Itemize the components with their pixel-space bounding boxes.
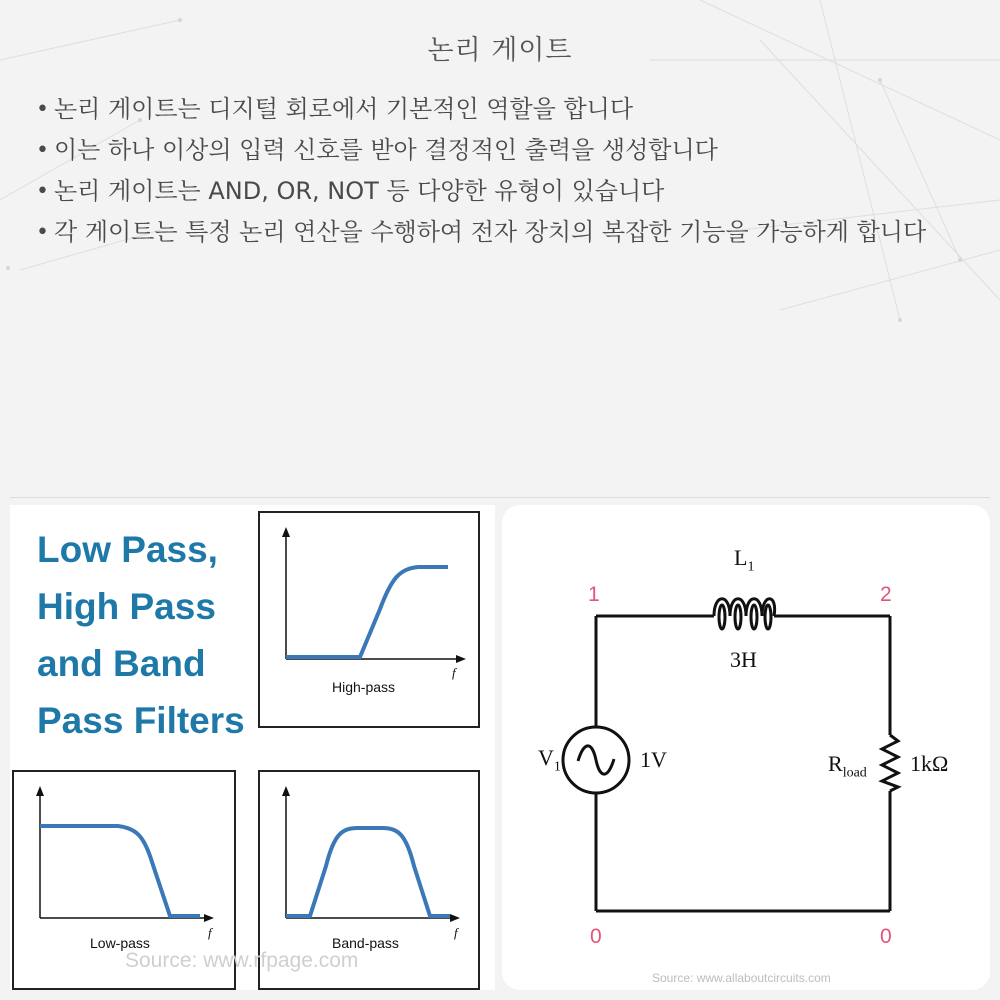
section-divider [10,497,990,498]
load-value: 1kΩ [910,751,949,776]
bullet-dot: • [36,97,49,122]
filters-image [10,505,495,990]
bullet-item [30,137,960,164]
resistor-symbol [882,735,898,791]
circuit-image [502,505,990,990]
circuit-source-credit: Source: www.allaboutcircuits.com [652,971,831,985]
bullet-dot: • [36,179,49,204]
filters-title-line: Pass Filters [37,700,245,741]
bullet-item [30,96,960,123]
inductor-symbol [714,599,775,629]
low-pass-label: Low-pass [90,935,150,951]
bullet-item [30,219,960,246]
source-name: V [538,745,554,770]
filters-source-credit: Source: www.rfpage.com [125,949,359,972]
filters-title-line: and Band [37,643,206,684]
bullet-text: 각 게이트는 특정 논리 연산을 수행하여 전자 장치의 복잡한 기능을 가능하게 합니다 [54,218,927,246]
load-subscript: load [842,765,867,781]
source-subscript: 1 [553,759,561,775]
source-label [538,745,561,775]
bullet-text: 논리 게이트는 디지털 회로에서 기본적인 역할을 합니다 [54,95,634,123]
bullet-text: 논리 게이트는 AND, OR, NOT 등 다양한 유형이 있습니다 [54,177,665,205]
bullet-list [30,96,960,260]
high-pass-curve [286,567,448,657]
band-pass-label: Band-pass [332,935,399,951]
bullet-dot: • [36,220,49,245]
filters-title-line: Low Pass, [37,529,218,570]
node-label-2: 2 [880,583,892,606]
voltage-source-symbol [563,727,629,793]
circuit-diagram [502,505,990,990]
source-value: 1V [640,747,667,772]
high-pass-axis-label: f [452,665,456,680]
node-label-0-right: 0 [880,925,892,948]
slide-title: 논리 게이트 [427,35,573,66]
inductor-value: 3H [730,647,757,672]
inductor-label [734,545,754,575]
node-label-1: 1 [588,583,600,606]
filters-title-line: High Pass [37,586,216,627]
band-pass-axis-label: f [454,925,458,940]
bullet-text: 이는 하나 이상의 입력 신호를 받아 결정적인 출력을 생성합니다 [54,136,718,164]
load-label [828,751,867,781]
bullet-item [30,178,960,205]
node-label-0-left: 0 [590,925,602,948]
bullet-dot: • [36,138,49,163]
inductor-subscript: 1 [747,559,755,575]
high-pass-graph [258,511,480,728]
low-pass-curve [40,826,200,916]
band-pass-curve [286,828,450,916]
filters-title [37,521,245,749]
load-name: R [828,751,843,776]
inductor-name: L [734,545,748,570]
high-pass-label: High-pass [332,679,396,695]
low-pass-axis-label: f [208,925,212,940]
